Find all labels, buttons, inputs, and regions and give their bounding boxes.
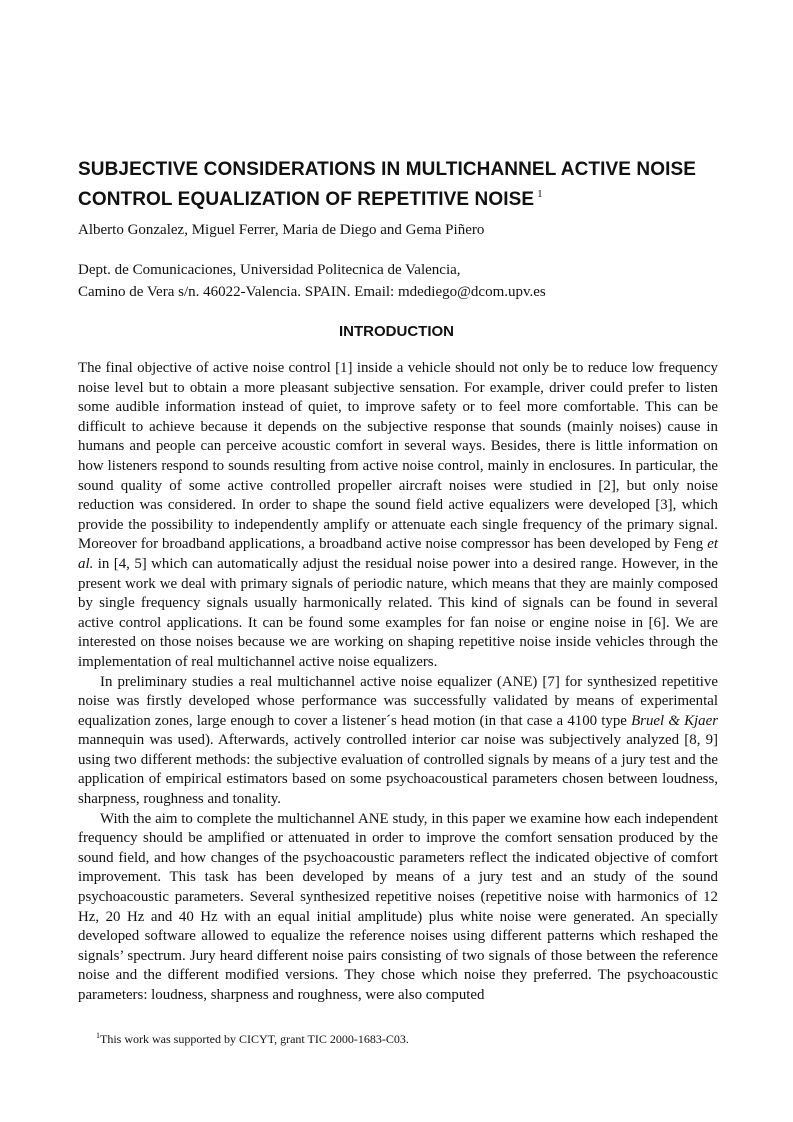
title-footnote-mark: 1 bbox=[537, 188, 543, 200]
introduction-body bbox=[78, 359, 718, 1006]
paragraph-1-part-1: The final objective of active noise control [1] inside a vehicle should not only be to reduce low frequency noise level but to obtain a more pleasant subjective sensation. For example, driver could prefer to listen some audible information instead of quiet, to improve safety or to feel more comfortable. This can be difficult to achieve because it depends on the subjective response that sounds (mainly noises) cause in humans and people can perceive acoustic comfort in several ways. Besides, there is little information on how listeners respond to sounds resulting from active noise control, mainly in enclosures. In particular, the sound quality of some active controlled propeller aircraft noises were studied in [2], but only noise reduction was considered. In order to shape the sound field active equalizers were developed [3], which provide the possibility to independently amplify or attenuate each single frequency of the primary signal. Moreover for broadband applications, a broadband active noise compressor has been developed by Feng bbox=[78, 360, 718, 553]
affiliation-line-1: Dept. de Comunicaciones, Universidad Politecnica de Valencia, bbox=[78, 262, 461, 278]
footnote bbox=[96, 1028, 409, 1047]
paragraph-2-part-1: In preliminary studies a real multichannel active noise equalizer (ANE) [7] for synthesized repetitive noise was firstly developed whose performance was successfully validated by means of experimental equalization zones, large enough to cover a listener´s head motion (in that case a 4100 type bbox=[78, 673, 718, 729]
section-heading-introduction: INTRODUCTION bbox=[339, 323, 454, 340]
affiliation-line-2: Camino de Vera s/n. 46022-Valencia. SPAIN. Email: mdediego@dcom.upv.es bbox=[78, 284, 546, 300]
paragraph-3: With the aim to complete the multichannel ANE study, in this paper we examine how each independent frequency should be amplified or attenuated in order to improve the comfort sensation produced by the sound field, and how changes of the psychoacoustic parameters reflect the indicated objective of comfort improvement. This task has been developed by means of a jury test and an study of the sound psychoacoustic parameters. Several synthesized repetitive noises (repetitive noise with harmonics of 12 Hz, 20 Hz and 40 Hz with an equal initial amplitude) plus white noise were generated. An specially developed software allowed to equalize the reference noises using different patterns which reshaped the signals’ spectrum. Jury heard different noise pairs consisting of two signals of those between the reference noise and the different modified versions. They chose which noise they preferred. The psychoacoustic parameters: loudness, sharpness and roughness, were also computed bbox=[78, 810, 718, 1003]
paragraph-2 bbox=[78, 673, 718, 810]
paragraph-1-italic: et al. bbox=[78, 536, 718, 572]
paper-title bbox=[78, 157, 738, 212]
footnote-mark: 1 bbox=[96, 1031, 100, 1040]
footnote-text: This work was supported by CICYT, grant TIC 2000-1683-C03. bbox=[100, 1032, 409, 1046]
author-list: Alberto Gonzalez, Miguel Ferrer, Maria de Diego and Gema Piñero bbox=[78, 222, 485, 238]
paragraph-2-part-2: mannequin was used). Afterwards, actively controlled interior car noise was subjectively analyzed [8, 9] using two different methods: the subjective evaluation of controlled signals by means of a jury test and the application of empirical estimators based on some psychoacoustical parameters chosen between loudness, sharpness, roughness and tonality. bbox=[78, 732, 718, 808]
title-text: SUBJECTIVE CONSIDERATIONS IN MULTICHANNEL ACTIVE NOISE CONTROL EQUALIZATION OF REPETITIVE NOISE bbox=[78, 159, 697, 210]
paragraph-1-part-2: in [4, 5] which can automatically adjust the residual noise power into a desired range. However, in the present work we deal with primary signals of periodic nature, which means that they are mainly composed by single frequency signals usually harmonically related. This kind of signals can be found in several active control applications. It can be found some examples for fan noise or engine noise in [6]. We are interested on those noises because we are working on shaping repetitive noise inside vehicles through the implementation of real multichannel active noise equalizers. bbox=[78, 555, 718, 670]
paragraph-1 bbox=[78, 359, 718, 673]
affiliation bbox=[78, 259, 546, 303]
paragraph-2-italic: Bruel & Kjaer bbox=[631, 712, 718, 729]
